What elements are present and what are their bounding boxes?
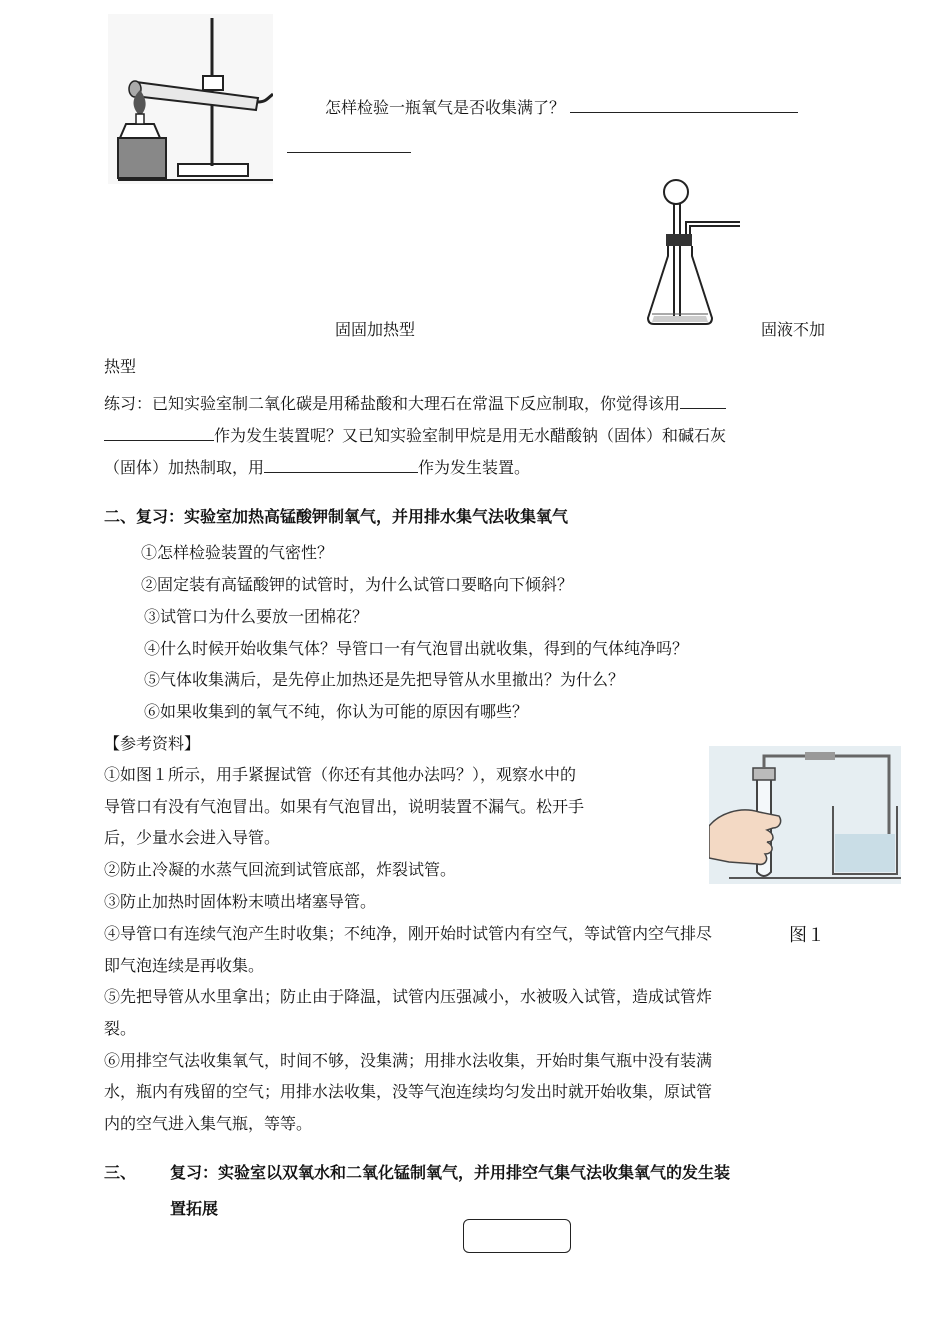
exercise-blank-1-cont[interactable] [104,426,214,441]
solid-heating-apparatus-figure [108,14,273,184]
reference-line: 即气泡连续是再收集。 [104,956,265,975]
section3-heading-line2: 置拓展 [170,1199,219,1218]
exercise-line-3 [104,458,530,478]
question-1: ①怎样检验装置的气密性？ [141,543,334,562]
question-6: ⑥如果收集到的氧气不纯，你认为可能的原因有哪些？ [144,702,529,721]
question-5: ⑤气体收集满后，是先停止加热还是先把导管从水里撤出？为什么？ [144,670,625,689]
exercise-blank-2[interactable] [264,458,418,473]
label-solid-liquid-cont: 热型 [104,357,137,376]
section3-number: 三、 [104,1163,137,1182]
exercise-blank-1[interactable] [680,394,726,409]
oxygen-full-check-question [325,98,798,118]
solid-liquid-apparatus-figure [644,178,744,328]
reference-line: 裂。 [104,1019,137,1038]
exercise-text-2: 作为发生装置呢？又已知实验室制甲烷是用无水醋酸钠（固体）和碱石灰 [214,426,727,445]
reference-line: ②防止冷凝的水蒸气回流到试管底部，炸裂试管。 [104,860,457,879]
exercise-text-3b: 作为发生装置。 [418,458,531,477]
reference-line: ①如图１所示，用手紧握试管（你还有其他办法吗？），观察水中的 [104,765,577,784]
exercise-line-2 [104,426,726,446]
reference-line: 导管口有没有气泡冒出。如果有气泡冒出，说明装置不漏气。松开手 [104,797,585,816]
exercise-text-1: 练习：已知实验室制二氧化碳是用稀盐酸和大理石在常温下反应制取，你觉得该用 [104,394,681,413]
figure-1-airtightness-check [709,746,901,884]
label-solid-liquid: 固液不加 [761,320,826,339]
empty-answer-box[interactable] [463,1219,571,1253]
section2-heading: 二、复习：实验室加热高锰酸钾制氧气，并用排水集气法收集氧气 [104,507,569,526]
reference-line: ⑤先把导管从水里拿出；防止由于降温，试管内压强减小，水被吸入试管，造成试管炸 [104,987,713,1006]
exercise-line-1 [104,394,726,414]
answer-blank-continued[interactable] [287,152,411,153]
label-solid-heating: 固固加热型 [335,320,416,339]
question-4: ④什么时候开始收集气体？导管口一有气泡冒出就收集，得到的气体纯净吗？ [144,639,689,658]
reference-line: 后，少量水会进入导管。 [104,828,281,847]
question-3: ③试管口为什么要放一团棉花？ [144,607,369,626]
answer-blank[interactable] [570,98,798,113]
figure-1-label: 图１ [789,925,825,946]
reference-line: ⑥用排空气法收集氧气，时间不够，没集满；用排水法收集，开始时集气瓶中没有装满 [104,1051,713,1070]
reference-line: ③防止加热时固体粉末喷出堵塞导管。 [104,892,377,911]
question-text: 怎样检验一瓶氧气是否收集满了？ [325,98,566,117]
section3-heading-line1: 复习：实验室以双氧水和二氧化锰制氧气，并用排空气集气法收集氧气的发生装 [170,1163,731,1182]
reference-title: 【参考资料】 [104,734,201,753]
question-2: ②固定装有高锰酸钾的试管时，为什么试管口要略向下倾斜？ [141,575,574,594]
reference-line: ④导管口有连续气泡产生时收集；不纯净，刚开始时试管内有空气，等试管内空气排尽 [104,924,713,943]
reference-line: 内的空气进入集气瓶，等等。 [104,1114,313,1133]
reference-line: 水，瓶内有残留的空气；用排水法收集，没等气泡连续均匀发出时就开始收集，原试管 [104,1082,713,1101]
exercise-text-3a: （固体）加热制取，用 [104,458,265,477]
